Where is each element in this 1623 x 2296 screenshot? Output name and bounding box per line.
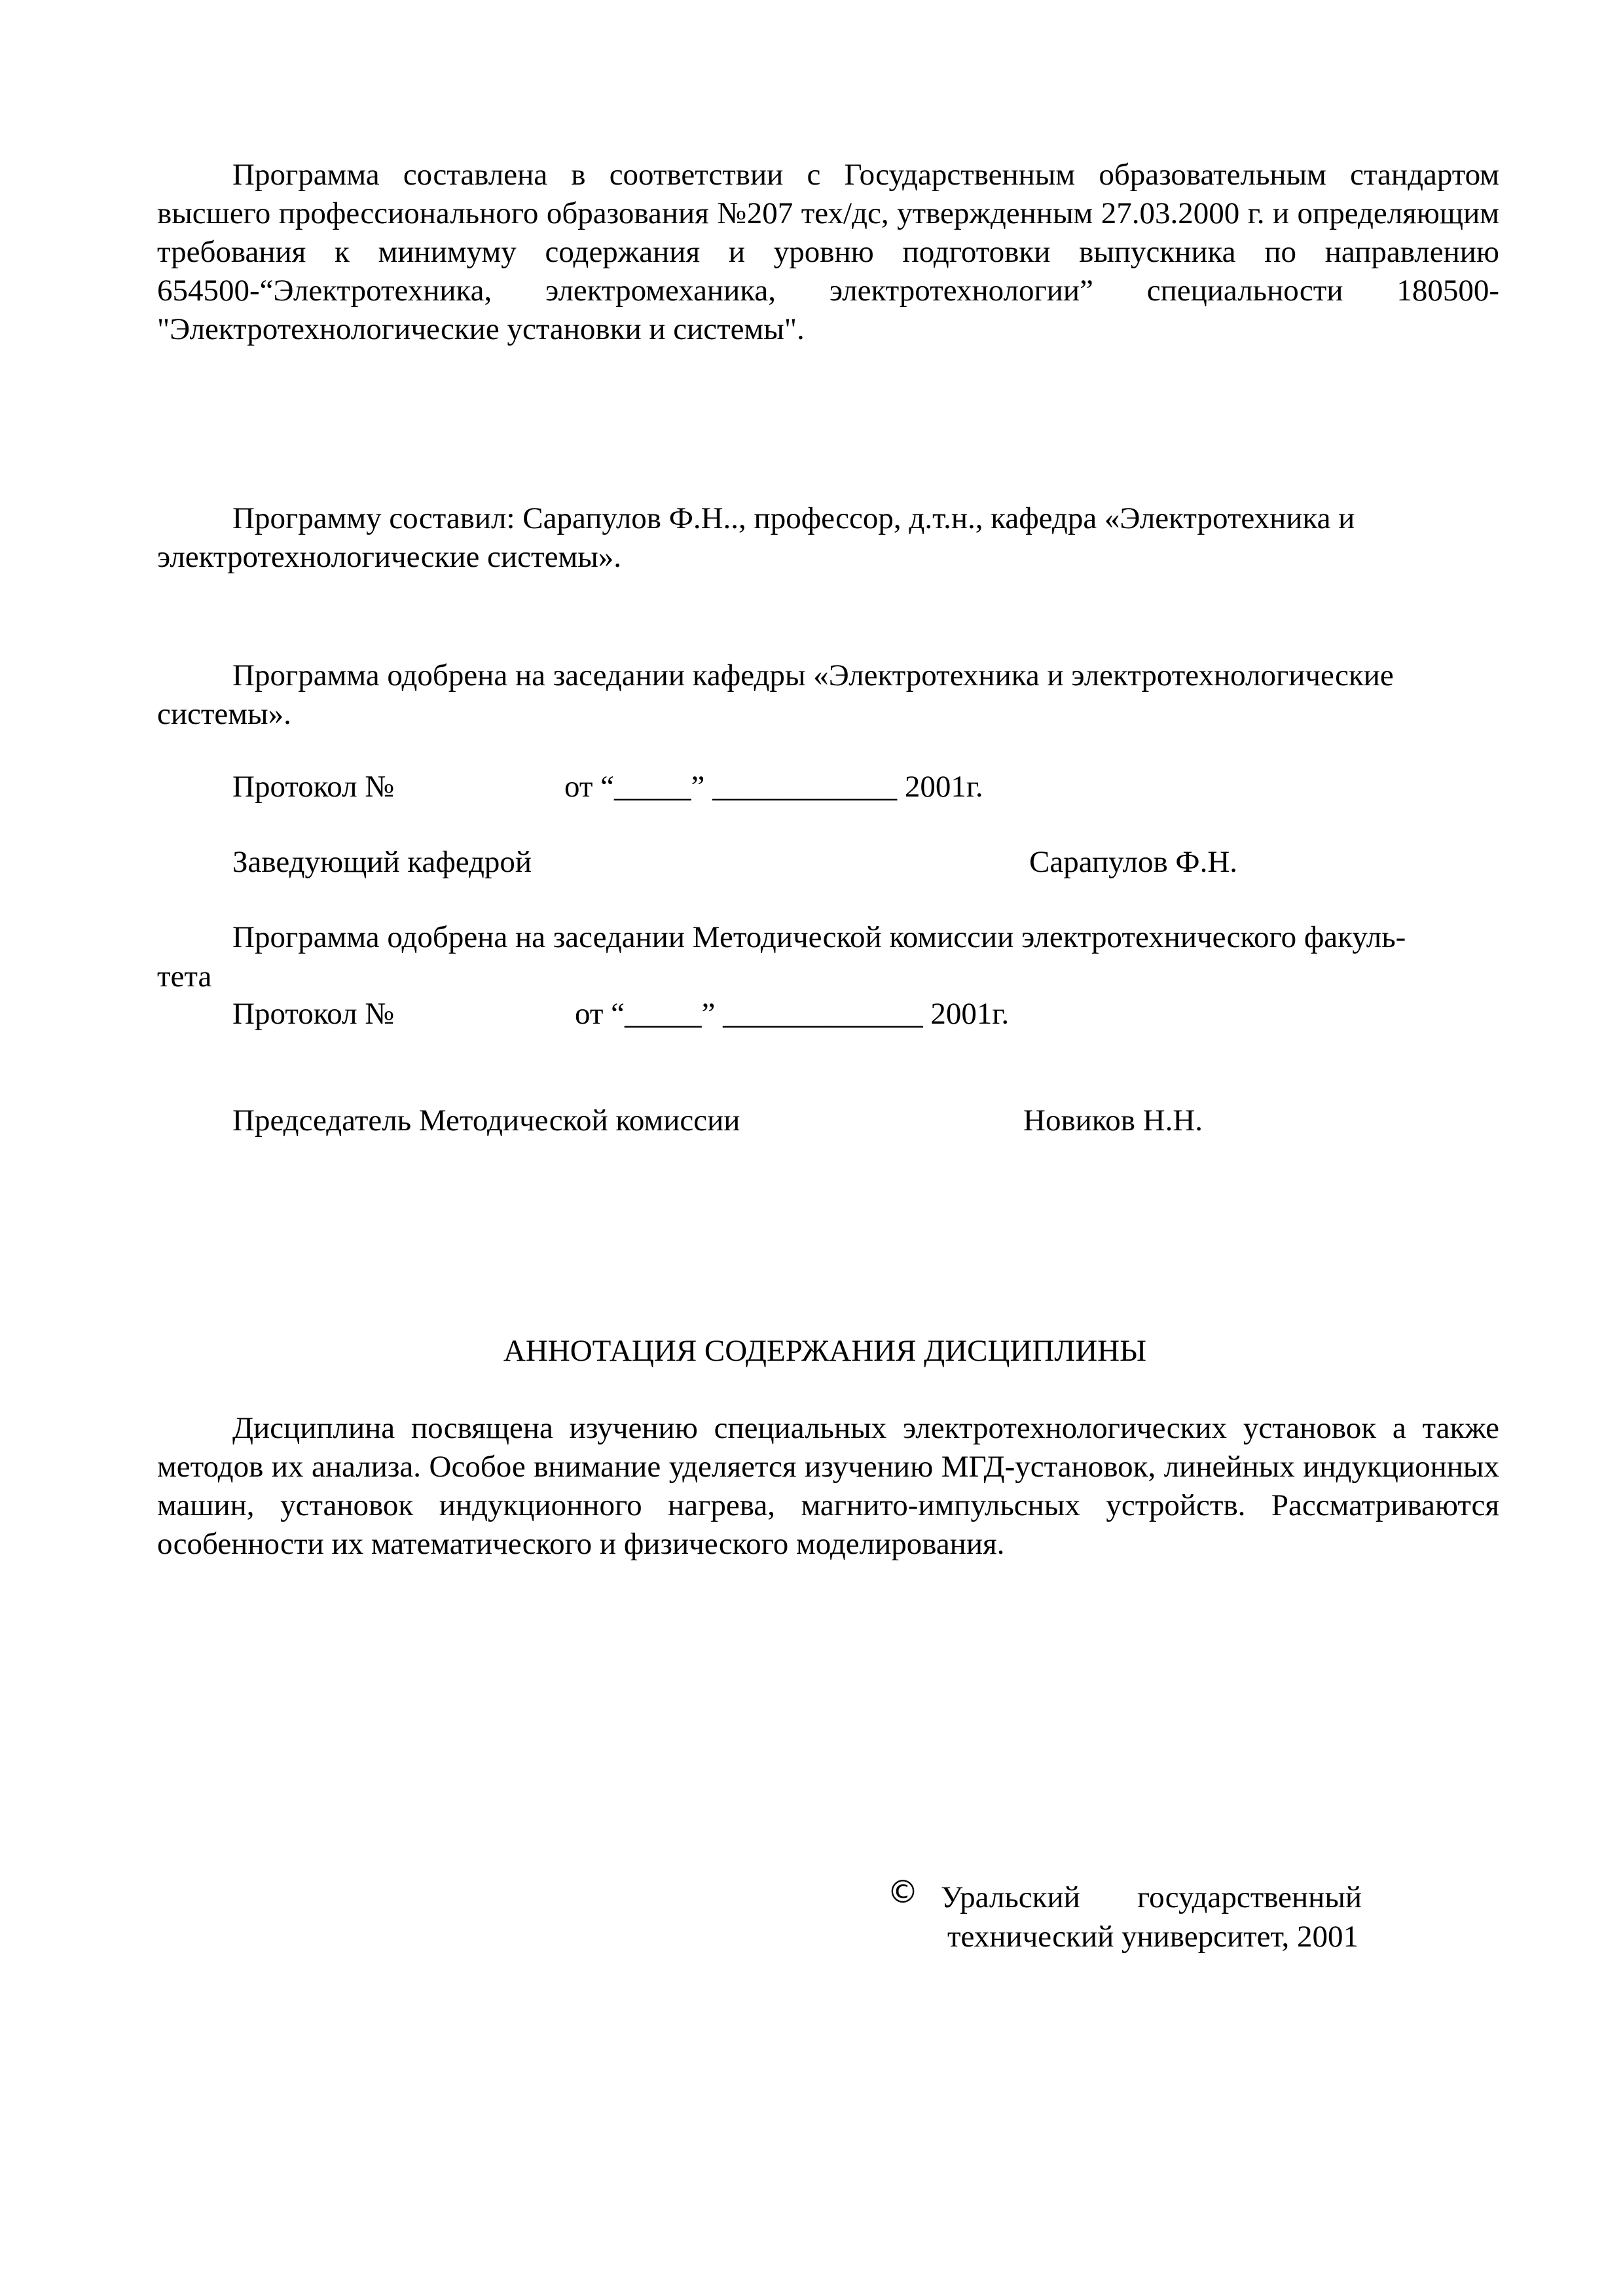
copyright-line1-a: Уральский <box>941 1880 1080 1914</box>
annotation-paragraph <box>157 1409 1499 1564</box>
protocol1-date: от “_____” ____________ 2001г. <box>564 770 983 804</box>
copyright-icon: © <box>887 1874 919 1910</box>
head-of-department-name: Сарапулов Ф.Н. <box>1029 845 1238 879</box>
department-approval-paragraph <box>157 656 1486 734</box>
copyright-line2: технический университет, 2001 <box>947 1920 1359 1954</box>
copyright-line1-b: государственный <box>1137 1880 1362 1914</box>
protocol2-label: Протокол № <box>232 997 395 1031</box>
commission-approval-line1: Программа одобрена на заседании Методической комиссии электротехнического факуль- <box>232 920 1406 954</box>
annotation-heading: АННОТАЦИЯ СОДЕРЖАНИЯ ДИСЦИПЛИНЫ <box>503 1334 1147 1368</box>
author-text: Программу составил: Сарапулов Ф.Н.., профессор, д.т.н., кафедра «Электротехника и электротехнологические системы». <box>157 501 1355 574</box>
protocol2-date: от “_____” _____________ 2001г. <box>575 997 1010 1031</box>
intro-paragraph <box>157 156 1499 349</box>
intro-text: Программа составлена в соответствии с Государственным образовательным стандартом высшего профессионального образования №207 тех/дс, утвержденным 27.03.2000 г. и определяющим требования к минимуму содержания и уровню подготовки выпускника по направлению 654500-“Электротехника, электромеханика, электротехнологии” специальности 180500-"Электротехнологические установки и системы". <box>157 158 1499 346</box>
annotation-text: Дисциплина посвящена изучению специальных электротехнологических установок а также методов их анализа. Особое внимание уделяется изучению МГД-установок, линейных индукционных машин, установок индукционного нагрева, магнито-импульсных устройств. Рассматриваются особенности их математического и физического моделирования. <box>157 1411 1499 1561</box>
commission-approval-line2: тета <box>157 960 212 994</box>
commission-chair-name: Новиков Н.Н. <box>1023 1103 1203 1138</box>
department-approval-text: Программа одобрена на заседании кафедры «Электротехника и электротехнологические системы». <box>157 658 1394 731</box>
head-of-department-title: Заведующий кафедрой <box>232 845 532 879</box>
commission-chair-title: Председатель Методической комиссии <box>232 1103 740 1138</box>
author-paragraph <box>157 499 1467 577</box>
protocol1-label: Протокол № <box>232 770 395 804</box>
